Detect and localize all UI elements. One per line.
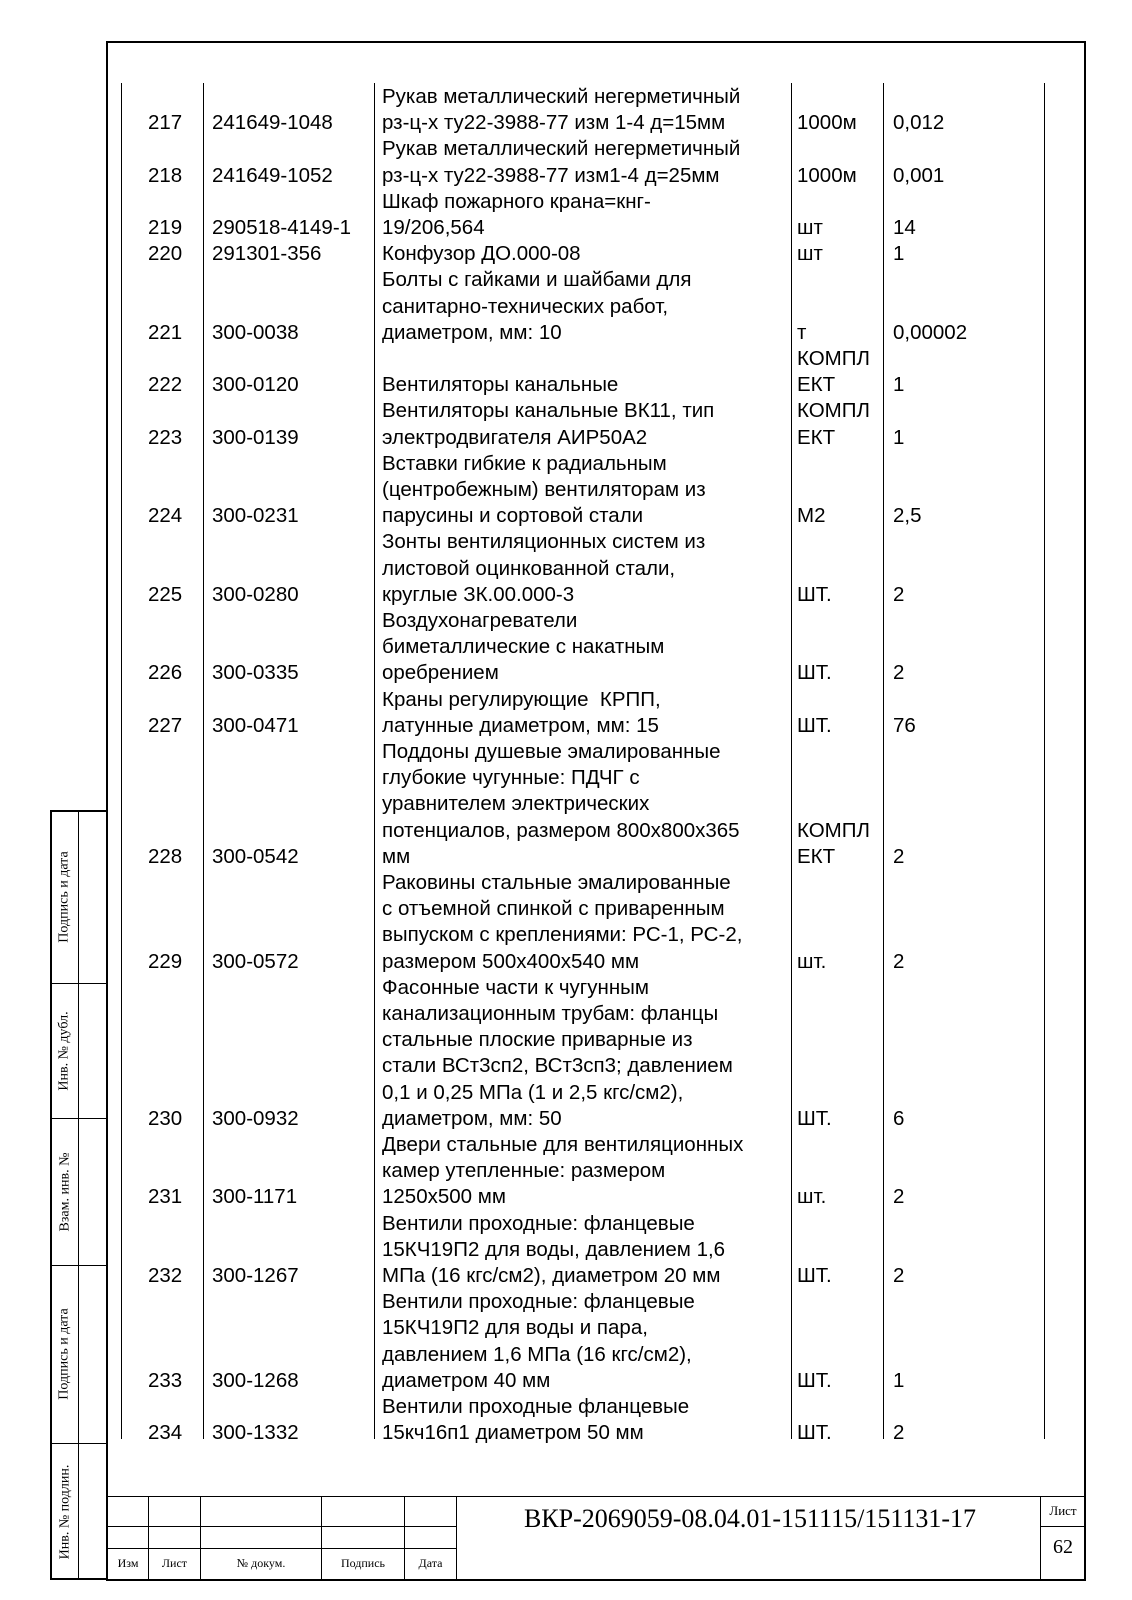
table-column-divider	[883, 83, 884, 1439]
unit-of-measure: ШТ.	[797, 661, 832, 685]
item-description-line: Вентиляторы канальные ВК11, тип	[382, 399, 715, 423]
document-code: ВКР-2069059-08.04.01-151115/151131-17	[523, 1504, 977, 1533]
item-description-line: парусины и сортовой стали	[382, 504, 644, 528]
item-description-line: 15кч16п1 диаметром 50 мм	[382, 1421, 644, 1445]
item-code: 300-0038	[212, 320, 299, 344]
item-description-line: 19/206,564	[382, 216, 485, 239]
item-description-line: Двери стальные для вентиляционных	[382, 1133, 744, 1156]
item-description-line: канализационным трубам: фланцы	[382, 1002, 719, 1025]
item-description-line: биметаллические с накатным	[382, 635, 665, 659]
row-number: 220	[148, 242, 183, 266]
side-label-podpis-data: Подпись и дата	[57, 851, 73, 943]
quantity: 1	[893, 242, 905, 266]
item-description-line: круглые ЗК.00.000-3	[382, 582, 575, 606]
item-code: 300-1332	[212, 1421, 299, 1445]
item-description-line: Конфузор ДО.000-08	[382, 242, 581, 266]
item-code: 300-0932	[212, 1106, 299, 1130]
item-code: 241649-1048	[212, 111, 333, 135]
unit-of-measure: ЕКТ	[797, 425, 836, 449]
item-description-line: 15КЧ19П2 для воды и пара,	[382, 1316, 648, 1340]
item-code: 300-0542	[212, 844, 299, 868]
tb-data: Дата	[418, 1556, 443, 1570]
item-description-line: Рукав металлический негерметичный	[382, 85, 741, 108]
row-number: 231	[148, 1185, 183, 1209]
table-column-divider	[121, 83, 122, 1439]
unit-of-measure: шт	[797, 216, 823, 239]
quantity: 1	[893, 373, 905, 397]
item-code: 300-0231	[212, 504, 299, 528]
unit-of-measure: шт.	[797, 1185, 827, 1209]
row-number: 221	[148, 320, 183, 344]
row-number: 233	[148, 1368, 183, 1392]
item-description-line: диаметром, мм: 50	[382, 1106, 562, 1130]
item-description-line: Вентили проходные: фланцевые	[382, 1211, 695, 1235]
row-number: 222	[148, 373, 183, 397]
item-description-line: стальные плоские приварные из	[382, 1028, 693, 1052]
row-number: 230	[148, 1106, 183, 1130]
item-code: 300-1268	[212, 1368, 299, 1392]
unit-of-measure: т	[797, 320, 807, 344]
unit-of-measure: ШТ.	[797, 582, 832, 606]
unit-of-measure: шт	[797, 242, 823, 266]
row-number: 227	[148, 713, 183, 737]
item-code: 300-0120	[212, 373, 299, 397]
row-number: 218	[148, 163, 183, 187]
quantity: 0,001	[893, 163, 945, 187]
quantity: 1	[893, 425, 905, 449]
unit-of-measure: 1000м	[797, 163, 857, 187]
side-label-inv-podlin: Инв. № подлин.	[57, 1464, 73, 1559]
quantity: 0,012	[893, 111, 945, 135]
item-description-line: мм	[382, 844, 411, 868]
table-column-divider	[203, 83, 204, 1439]
sheet-number: 62	[1053, 1536, 1073, 1558]
item-code: 300-0139	[212, 425, 299, 449]
row-number: 228	[148, 844, 183, 868]
quantity: 14	[893, 216, 916, 239]
quantity: 2	[893, 844, 905, 868]
unit-of-measure: ЕКТ	[797, 373, 836, 397]
item-description-line: оребрением	[382, 661, 499, 685]
item-description-line: Вставки гибкие к радиальным	[382, 451, 667, 475]
item-code: 291301-356	[212, 242, 322, 266]
quantity: 2	[893, 661, 905, 685]
item-description-line: Фасонные части к чугунным	[382, 975, 650, 999]
unit-of-measure: ШТ.	[797, 713, 832, 737]
item-description-line: выпуском с креплениями: РС-1, РС-2,	[382, 923, 743, 947]
unit-of-measure: КОМПЛ	[797, 399, 870, 423]
item-code: 300-1267	[212, 1264, 299, 1287]
tb-doc-no: № докум.	[236, 1556, 286, 1570]
item-description-line: диаметром 40 мм	[382, 1368, 551, 1392]
item-description-line: Шкаф пожарного крана=кнг-	[382, 189, 651, 213]
row-number: 234	[148, 1421, 183, 1445]
item-description-line: камер утепленные: размером	[382, 1159, 666, 1183]
unit-of-measure: ШТ.	[797, 1264, 832, 1287]
item-code: 241649-1052	[212, 163, 333, 187]
item-description-line: Зонты вентиляционных систем из	[382, 530, 706, 554]
quantity: 76	[893, 713, 916, 737]
tb-podpis: Подпись	[340, 1556, 386, 1570]
tb-list: Лист	[161, 1556, 188, 1570]
row-number: 232	[148, 1264, 183, 1287]
item-description-line: размером 500х400х540 мм	[382, 949, 640, 973]
quantity: 2,5	[893, 504, 922, 528]
item-description-line: давлением 1,6 МПа (16 кгс/см2),	[382, 1342, 692, 1366]
row-number: 223	[148, 425, 183, 449]
side-label-inv-dubl: Инв. № дубл.	[57, 1010, 72, 1091]
item-description-line: Болты с гайками и шайбами для	[382, 268, 692, 292]
item-description-line: потенциалов, размером 800х800х365	[382, 818, 740, 842]
quantity: 1	[893, 1368, 905, 1392]
item-description-line: (центробежным) вентиляторам из	[382, 478, 706, 501]
item-description-line: рз-ц-х ту22-3988-77 изм 1-4 д=15мм	[382, 111, 726, 135]
quantity: 6	[893, 1106, 905, 1130]
item-code: 290518-4149-1	[212, 216, 352, 239]
item-description-line: Воздухонагреватели	[382, 609, 578, 632]
table-column-divider	[791, 83, 792, 1439]
unit-of-measure: ШТ.	[797, 1368, 832, 1392]
item-description-line: 15КЧ19П2 для воды, давлением 1,6	[382, 1237, 726, 1261]
item-code: 300-1171	[212, 1185, 298, 1209]
item-code: 300-0280	[212, 582, 299, 606]
item-description-line: Вентиляторы канальные	[382, 373, 619, 397]
item-code: 300-0335	[212, 661, 299, 685]
quantity: 2	[893, 1264, 905, 1287]
tb-izm: Изм	[117, 1556, 139, 1570]
item-description-line: глубокие чугунные: ПДЧГ с	[382, 766, 640, 790]
unit-of-measure: ШТ.	[797, 1106, 832, 1130]
quantity: 2	[893, 1185, 905, 1209]
item-description-line: 0,1 и 0,25 МПа (1 и 2,5 кгс/см2),	[382, 1080, 684, 1104]
unit-of-measure: КОМПЛ	[797, 818, 870, 842]
quantity: 0,00002	[893, 320, 968, 344]
unit-of-measure: КОМПЛ	[797, 347, 870, 370]
item-description-line: Вентили проходные: фланцевые	[382, 1290, 695, 1314]
table-column-divider	[374, 83, 375, 1439]
unit-of-measure: ЕКТ	[797, 844, 836, 868]
unit-of-measure: шт.	[797, 949, 827, 973]
quantity: 2	[893, 949, 905, 973]
item-description-line: листовой оцинкованной стали,	[382, 556, 676, 580]
row-number: 226	[148, 661, 183, 685]
table-column-divider	[1044, 83, 1045, 1439]
unit-of-measure: ШТ.	[797, 1421, 832, 1445]
item-description-line: Рукав металлический негерметичный	[382, 137, 741, 161]
item-description-line: рз-ц-х ту22-3988-77 изм1-4 д=25мм	[382, 163, 720, 187]
quantity: 2	[893, 582, 905, 606]
unit-of-measure: 1000м	[797, 111, 857, 135]
row-number: 217	[148, 111, 183, 135]
item-description-line: с отъемной спинкой с приваренным	[382, 897, 725, 921]
unit-of-measure: М2	[797, 504, 826, 528]
item-description-line: диаметром, мм: 10	[382, 320, 562, 344]
sheet-label: Лист	[1049, 1503, 1077, 1518]
item-description-line: стали ВСт3сп2, ВСт3сп3; давлением	[382, 1054, 733, 1078]
item-description-line: санитарно-технических работ,	[382, 294, 669, 318]
item-description-line: МПа (16 кгс/см2), диаметром 20 мм	[382, 1264, 721, 1287]
item-description-line: Вентили проходные фланцевые	[382, 1395, 690, 1418]
item-description-line: Краны регулирующие КРПП,	[382, 687, 661, 711]
item-description-line: Раковины стальные эмалированные	[382, 871, 731, 894]
row-number: 219	[148, 216, 183, 239]
item-description-line: латунные диаметром, мм: 15	[382, 713, 659, 737]
side-label-vzam-inv: Взам. инв. №	[57, 1152, 72, 1231]
quantity: 2	[893, 1421, 905, 1445]
item-description-line: электродвигателя АИР50А2	[382, 425, 648, 449]
item-description-line: Поддоны душевые эмалированные	[382, 740, 721, 763]
row-number: 224	[148, 504, 183, 528]
item-description-line: уравнителем электрических	[382, 792, 650, 816]
side-label-podpis-data-2: Подпись и дата	[57, 1308, 73, 1400]
item-code: 300-0572	[212, 949, 299, 973]
item-code: 300-0471	[212, 713, 299, 737]
item-description-line: 1250х500 мм	[382, 1185, 506, 1209]
row-number: 229	[148, 949, 183, 973]
row-number: 225	[148, 582, 183, 606]
